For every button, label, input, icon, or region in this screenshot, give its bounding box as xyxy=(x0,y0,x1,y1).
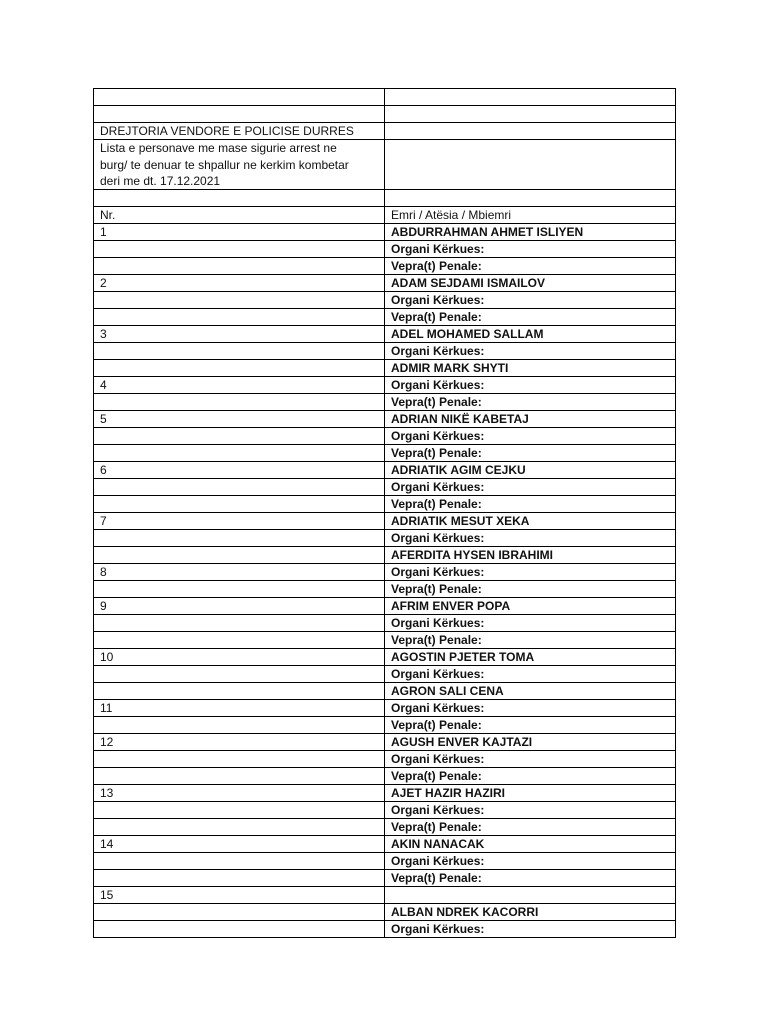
row-number-cell xyxy=(94,581,385,597)
column-header-row xyxy=(94,207,676,224)
empty-cell xyxy=(385,140,676,189)
row-entry-cell: Vepra(t) Penale: xyxy=(385,258,676,274)
table-row xyxy=(94,479,676,496)
row-entry-cell: Organi Kërkues: xyxy=(385,802,676,818)
table-row xyxy=(94,462,676,479)
row-entry-cell: ADRIATIK MESUT XEKA xyxy=(385,513,676,529)
table-row xyxy=(94,343,676,360)
table-row xyxy=(94,870,676,887)
row-number-cell xyxy=(94,309,385,325)
list-description xyxy=(94,140,385,189)
row-entry-cell: Organi Kërkues: xyxy=(385,241,676,257)
row-number-cell xyxy=(94,819,385,835)
table-row xyxy=(94,360,676,377)
table-row xyxy=(94,547,676,564)
table-row xyxy=(94,785,676,802)
row-entry-cell: Vepra(t) Penale: xyxy=(385,819,676,835)
row-entry-cell: AFERDITA HYSEN IBRAHIMI xyxy=(385,547,676,563)
table-row xyxy=(94,768,676,785)
row-entry-cell: ADMIR MARK SHYTI xyxy=(385,360,676,376)
table-row xyxy=(94,853,676,870)
row-entry-cell: ALBAN NDREK KACORRI xyxy=(385,904,676,920)
table-row xyxy=(94,700,676,717)
table-row xyxy=(94,904,676,921)
row-entry-cell: Vepra(t) Penale: xyxy=(385,496,676,512)
row-number-cell xyxy=(94,343,385,359)
row-entry-cell: AFRIM ENVER POPA xyxy=(385,598,676,614)
row-number-cell xyxy=(94,751,385,767)
empty-cell xyxy=(94,190,385,206)
row-number-cell xyxy=(94,445,385,461)
column-header-nr: Nr. xyxy=(94,207,385,223)
table-row xyxy=(94,734,676,751)
row-entry-cell: Vepra(t) Penale: xyxy=(385,870,676,886)
table-row xyxy=(94,394,676,411)
row-number-cell: 5 xyxy=(94,411,385,427)
row-entry-cell: Organi Kërkues: xyxy=(385,428,676,444)
table-row xyxy=(94,530,676,547)
table-row xyxy=(94,802,676,819)
row-number-cell: 12 xyxy=(94,734,385,750)
table-row xyxy=(94,717,676,734)
empty-row xyxy=(94,89,676,106)
list-description-line: Lista e personave me mase sigurie arrest ne xyxy=(100,141,337,155)
row-entry-cell: AGRON SALI CENA xyxy=(385,683,676,699)
row-entry-cell: Vepra(t) Penale: xyxy=(385,445,676,461)
row-number-cell xyxy=(94,683,385,699)
list-description-row xyxy=(94,140,676,190)
row-entry-cell: Organi Kërkues: xyxy=(385,921,676,937)
row-entry-cell: Organi Kërkues: xyxy=(385,479,676,495)
agency-title: DREJTORIA VENDORE E POLICISE DURRES xyxy=(94,123,385,139)
row-entry-cell: Organi Kërkues: xyxy=(385,292,676,308)
row-number-cell: 4 xyxy=(94,377,385,393)
table-row xyxy=(94,326,676,343)
table-row xyxy=(94,632,676,649)
row-entry-cell: AJET HAZIR HAZIRI xyxy=(385,785,676,801)
row-number-cell: 6 xyxy=(94,462,385,478)
table-row xyxy=(94,496,676,513)
row-entry-cell: ADRIAN NIKË KABETAJ xyxy=(385,411,676,427)
row-entry-cell: ADAM SEJDAMI ISMAILOV xyxy=(385,275,676,291)
table-row xyxy=(94,836,676,853)
row-number-cell xyxy=(94,479,385,495)
row-entry-cell: Organi Kërkues: xyxy=(385,343,676,359)
agency-title-row xyxy=(94,123,676,140)
row-entry-cell: Organi Kërkues: xyxy=(385,700,676,716)
row-number-cell: 7 xyxy=(94,513,385,529)
empty-cell xyxy=(94,106,385,122)
row-number-cell: 3 xyxy=(94,326,385,342)
row-number-cell: 2 xyxy=(94,275,385,291)
list-description-line: burg/ te denuar te shpallur ne kerkim kombetar xyxy=(100,157,349,172)
table-row xyxy=(94,428,676,445)
row-number-cell: 8 xyxy=(94,564,385,580)
table-row xyxy=(94,921,676,938)
row-number-cell xyxy=(94,241,385,257)
empty-cell xyxy=(385,123,676,139)
row-entry-cell: Organi Kërkues: xyxy=(385,564,676,580)
row-number-cell xyxy=(94,292,385,308)
table-row xyxy=(94,819,676,836)
row-number-cell xyxy=(94,921,385,937)
row-number-cell xyxy=(94,768,385,784)
row-number-cell: 9 xyxy=(94,598,385,614)
row-number-cell: 10 xyxy=(94,649,385,665)
row-entry-cell: Organi Kërkues: xyxy=(385,615,676,631)
row-entry-cell: Organi Kërkues: xyxy=(385,751,676,767)
table-row xyxy=(94,598,676,615)
row-number-cell xyxy=(94,666,385,682)
table-row xyxy=(94,564,676,581)
table-row xyxy=(94,275,676,292)
table-row xyxy=(94,411,676,428)
row-entry-cell: Organi Kërkues: xyxy=(385,530,676,546)
document-table xyxy=(93,88,676,938)
row-number-cell xyxy=(94,428,385,444)
table-row xyxy=(94,751,676,768)
row-number-cell xyxy=(94,802,385,818)
empty-cell xyxy=(94,89,385,105)
row-entry-cell: AGOSTIN PJETER TOMA xyxy=(385,649,676,665)
row-entry-cell: Vepra(t) Penale: xyxy=(385,394,676,410)
row-number-cell xyxy=(94,360,385,376)
row-number-cell xyxy=(94,904,385,920)
row-number-cell xyxy=(94,853,385,869)
row-number-cell xyxy=(94,258,385,274)
row-entry-cell: ADEL MOHAMED SALLAM xyxy=(385,326,676,342)
row-number-cell xyxy=(94,547,385,563)
empty-row xyxy=(94,106,676,123)
row-entry-cell: Organi Kërkues: xyxy=(385,853,676,869)
table-row xyxy=(94,309,676,326)
row-entry-cell: Organi Kërkues: xyxy=(385,666,676,682)
table-body xyxy=(94,224,676,938)
row-number-cell: 14 xyxy=(94,836,385,852)
table-row xyxy=(94,241,676,258)
row-entry-cell: Vepra(t) Penale: xyxy=(385,717,676,733)
row-number-cell xyxy=(94,717,385,733)
row-entry-cell: ADRIATIK AGIM CEJKU xyxy=(385,462,676,478)
table-row xyxy=(94,292,676,309)
column-header-name: Emri / Atësia / Mbiemri xyxy=(385,207,676,223)
row-entry-cell: AKIN NANACAK xyxy=(385,836,676,852)
row-entry-cell: Vepra(t) Penale: xyxy=(385,309,676,325)
empty-cell xyxy=(385,89,676,105)
row-entry-cell: AGUSH ENVER KAJTAZI xyxy=(385,734,676,750)
row-entry-cell: Vepra(t) Penale: xyxy=(385,581,676,597)
row-number-cell: 15 xyxy=(94,887,385,903)
row-number-cell: 13 xyxy=(94,785,385,801)
row-number-cell: 11 xyxy=(94,700,385,716)
empty-cell xyxy=(385,106,676,122)
list-description-line: deri me dt. 17.12.2021 xyxy=(100,174,221,188)
empty-cell xyxy=(385,190,676,206)
row-entry-cell: Organi Kërkues: xyxy=(385,377,676,393)
row-entry-cell: ABDURRAHMAN AHMET ISLIYEN xyxy=(385,224,676,240)
table-row xyxy=(94,445,676,462)
row-number-cell xyxy=(94,496,385,512)
table-row xyxy=(94,513,676,530)
table-row xyxy=(94,224,676,241)
table-row xyxy=(94,649,676,666)
table-row xyxy=(94,666,676,683)
row-entry-cell: Vepra(t) Penale: xyxy=(385,768,676,784)
table-row xyxy=(94,615,676,632)
table-row xyxy=(94,887,676,904)
row-number-cell: 1 xyxy=(94,224,385,240)
empty-row xyxy=(94,190,676,207)
row-number-cell xyxy=(94,632,385,648)
row-entry-cell: Vepra(t) Penale: xyxy=(385,632,676,648)
row-number-cell xyxy=(94,530,385,546)
table-row xyxy=(94,683,676,700)
row-entry-cell xyxy=(385,887,676,903)
table-row xyxy=(94,258,676,275)
table-row xyxy=(94,377,676,394)
table-row xyxy=(94,581,676,598)
row-number-cell xyxy=(94,870,385,886)
row-number-cell xyxy=(94,615,385,631)
row-number-cell xyxy=(94,394,385,410)
